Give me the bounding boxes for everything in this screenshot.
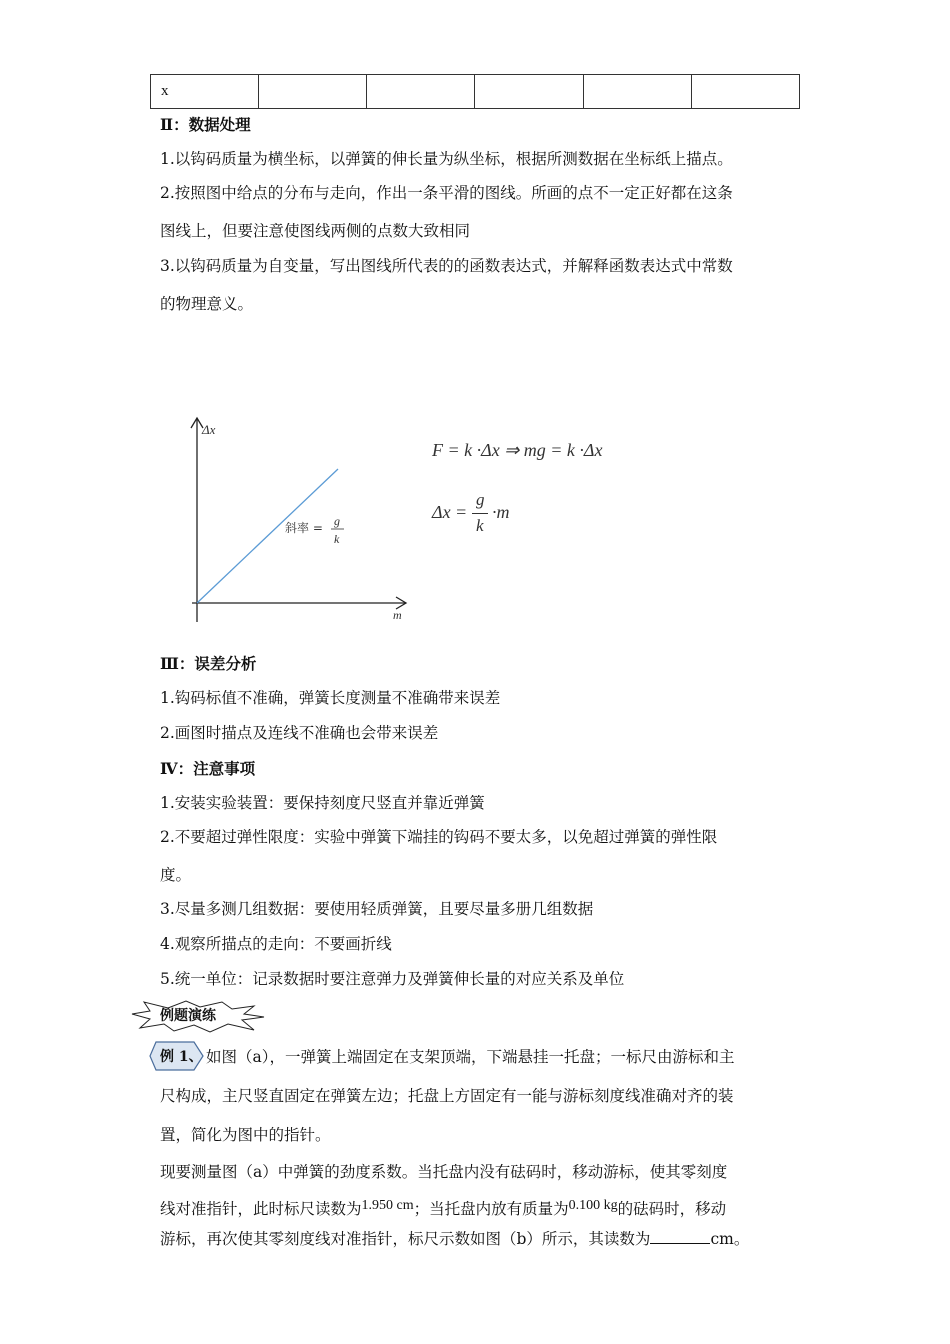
section3-p1: 1.钩码标值不准确，弹簧长度测量不准确带来误差 xyxy=(160,689,501,707)
example-p2c-post: cm。 xyxy=(710,1230,750,1248)
stretch-mass-graph xyxy=(180,410,420,630)
fit-line xyxy=(197,469,338,603)
example-p1b: 尺构成，主尺竖直固定在弹簧左边；托盘上方固定有一能与游标刻度线准确对齐的装 xyxy=(160,1087,734,1105)
table-cell xyxy=(691,75,799,109)
table-cell xyxy=(583,75,691,109)
table-cell-x: x xyxy=(151,75,259,109)
table-row xyxy=(151,75,800,109)
table-cell xyxy=(259,75,367,109)
answer-blank[interactable] xyxy=(650,1229,710,1244)
mass-value: 0.100 kg xyxy=(568,1198,618,1213)
section2-p3a: 3.以钩码质量为自变量，写出图线所代表的的函数表达式，并解释函数表达式中常数 xyxy=(160,257,733,275)
table-cell xyxy=(475,75,583,109)
example-banner-starburst xyxy=(128,1000,268,1034)
section2-p2b: 图线上，但要注意使图线两侧的点数大致相同 xyxy=(160,222,471,240)
slope-numerator: g xyxy=(334,514,340,528)
equation-1: F = k ·Δx ⇒ mg = k ·Δx xyxy=(432,440,603,460)
section4-p5: 5.统一单位：记录数据时要注意弹力及弹簧伸长量的对应关系及单位 xyxy=(160,970,625,988)
reading-value: 1.950 cm xyxy=(361,1198,414,1213)
equation-2-fraction-bar xyxy=(472,513,488,514)
section2-p2a: 2.按照图中给点的分布与走向，作出一条平滑的图线。所画的点不一定正好都在这条 xyxy=(160,184,733,202)
slope-label: 斜率 = xyxy=(285,521,323,535)
section4-heading: Ⅳ：注意事项 xyxy=(160,759,256,778)
example-p2b xyxy=(160,1199,726,1221)
equation-2-left: Δx = xyxy=(432,502,468,522)
section2-p1: 1.以钩码质量为横坐标，以弹簧的伸长量为纵坐标，根据所测数据在坐标纸上描点。 xyxy=(160,150,733,168)
equation-2-right: ·m xyxy=(492,502,510,522)
example-p2c xyxy=(160,1229,749,1249)
section3-p2: 2.画图时描点及连线不准确也会带来误差 xyxy=(160,724,439,742)
section4-p2b: 度。 xyxy=(160,866,192,884)
equation-2-denominator: k xyxy=(476,516,484,535)
example-label-badge xyxy=(149,1040,205,1072)
section2-heading: Ⅱ：数据处理 xyxy=(160,115,251,134)
section3-heading: Ⅲ：误差分析 xyxy=(160,654,257,673)
slope-denominator: k xyxy=(334,532,340,546)
section4-p3: 3.尽量多测几组数据：要使用轻质弹簧，且要尽量多册几组数据 xyxy=(160,900,594,918)
data-table xyxy=(150,74,800,109)
example-p2b-pre: 线对准指针，此时标尺读数为 xyxy=(160,1200,362,1218)
section4-p1: 1.安装实验装置：要保持刻度尺竖直并靠近弹簧 xyxy=(160,794,485,812)
y-axis-label: Δx xyxy=(202,422,216,437)
section4-p2a: 2.不要超过弹性限度：实验中弹簧下端挂的钩码不要太多，以免超过弹簧的弹性限 xyxy=(160,828,718,846)
equation-2-numerator: g xyxy=(476,490,485,509)
section2-p3b: 的物理意义。 xyxy=(160,295,254,313)
example-p1a: 如图（a），一弹簧上端固定在支架顶端，下端悬挂一托盘；一标尺由游标和主 xyxy=(206,1048,735,1066)
example-p2a: 现要测量图（a）中弹簧的劲度系数。当托盘内没有砝码时，移动游标，使其零刻度 xyxy=(160,1163,728,1181)
table-cell xyxy=(367,75,475,109)
example-banner-label: 例题演练 xyxy=(160,1008,216,1024)
example-p2b-mid: ；当托盘内放有质量为 xyxy=(413,1200,569,1218)
example-label: 例 1、 xyxy=(160,1049,203,1065)
example-p1c: 置，简化为图中的指针。 xyxy=(160,1126,331,1144)
example-p2c-pre: 游标，再次使其零刻度线对准指针，标尺示数如图（b）所示，其读数为 xyxy=(160,1230,651,1248)
section4-p4: 4.观察所描点的走向：不要画折线 xyxy=(160,935,392,953)
x-axis-label: m xyxy=(393,608,402,622)
example-p2b-post: 的砝码时，移动 xyxy=(617,1200,727,1218)
